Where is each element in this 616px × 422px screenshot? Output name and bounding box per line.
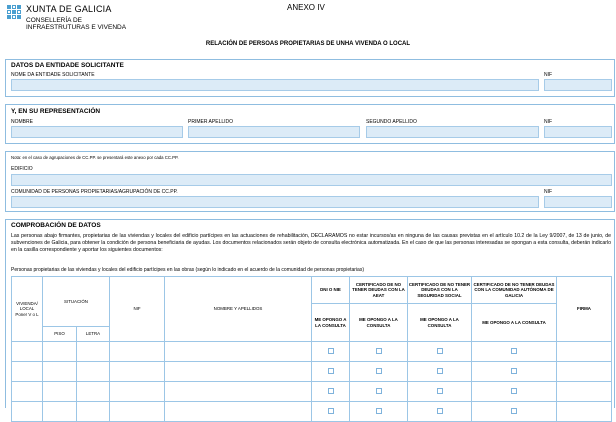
rep-first-surname-field[interactable] (188, 126, 360, 138)
owner-rows (12, 342, 612, 422)
cell-floor[interactable] (43, 382, 77, 402)
table-row (12, 342, 612, 362)
dept-line-2: INFRAESTRUTURAS E VIVENDA (26, 24, 127, 31)
checkbox-icon[interactable] (376, 388, 382, 394)
col-floor: PISO (43, 327, 77, 342)
cell-dwelling[interactable] (12, 382, 43, 402)
cell-dwelling[interactable] (12, 362, 43, 382)
entity-nif-label: NIF (544, 72, 553, 78)
building-label: EDIFICIO (11, 166, 33, 172)
checkbox-icon[interactable] (511, 368, 517, 374)
table-row (12, 382, 612, 402)
community-nif-field[interactable] (544, 196, 612, 208)
oppose-dni-label: ME OPONGO A LA CONSULTA (312, 304, 350, 342)
verification-section-title: COMPROBACIÓN DE DATOS (11, 222, 101, 229)
cell-dni (312, 402, 350, 422)
org-name: XUNTA DE GALICIA (26, 4, 112, 14)
cell-floor[interactable] (43, 402, 77, 422)
cell-signature[interactable] (557, 402, 612, 422)
table-row (12, 402, 612, 422)
dept-line-1: CONSELLERÍA DE (26, 17, 82, 24)
cell-name[interactable] (165, 402, 312, 422)
col-location: SITUACIÓN (43, 277, 110, 327)
checkbox-icon[interactable] (376, 348, 382, 354)
rep-nif-label: NIF (544, 119, 553, 125)
community-name-label: COMUNIDAD DE PERSONAS PROPIETARIAS/AGRUPACIÓN DE CC.PP. (11, 189, 178, 195)
xunta-logo-icon (7, 5, 21, 19)
cell-name[interactable] (165, 382, 312, 402)
oppose-ss-label: ME OPONGO A LA CONSULTA (408, 304, 472, 342)
cell-signature[interactable] (557, 362, 612, 382)
oppose-galicia-label: ME OPONGO A LA CONSULTA (472, 304, 557, 342)
entity-nif-field[interactable] (544, 79, 612, 91)
cell-ss (408, 362, 472, 382)
cell-aeat (350, 342, 408, 362)
community-note: Nota: en el caso de agrupaciones de CC.PP. se presentará este anexo por cada CC.PP. (11, 155, 179, 160)
cell-letter[interactable] (77, 342, 110, 362)
cell-galicia (472, 342, 557, 362)
checkbox-icon[interactable] (437, 368, 443, 374)
col-aeat: CERTIFICADO DE NO TENER DEUDAS CON LA AEAT (350, 277, 408, 304)
checkbox-icon[interactable] (437, 388, 443, 394)
table-row (12, 362, 612, 382)
representative-section (5, 104, 615, 144)
cell-letter[interactable] (77, 362, 110, 382)
cell-signature[interactable] (557, 342, 612, 362)
checkbox-icon[interactable] (328, 348, 334, 354)
rep-first-surname-label: PRIMER APELLIDO (188, 119, 234, 125)
checkbox-icon[interactable] (437, 348, 443, 354)
annex-label: ANEXO IV (287, 3, 325, 12)
cell-galicia (472, 402, 557, 422)
rep-second-surname-label: SEGUNDO APELLIDO (366, 119, 417, 125)
cell-dwelling[interactable] (12, 402, 43, 422)
col-nif: NIF (110, 277, 165, 342)
cell-ss (408, 402, 472, 422)
entity-section (5, 59, 615, 97)
cell-aeat (350, 382, 408, 402)
oppose-aeat-label: ME OPONGO A LA CONSULTA (350, 304, 408, 342)
col-dwelling-title: VIVIENDA/ LOCAL (16, 301, 38, 312)
cell-letter[interactable] (77, 382, 110, 402)
checkbox-icon[interactable] (328, 368, 334, 374)
entity-name-field[interactable] (11, 79, 539, 91)
col-dwelling (12, 277, 43, 342)
entity-name-label: NOME DA ENTIDADE SOLICITANTE (11, 72, 95, 78)
entity-section-title: DATOS DA ENTIDADE SOLICITANTE (11, 62, 124, 69)
checkbox-icon[interactable] (511, 388, 517, 394)
cell-aeat (350, 402, 408, 422)
col-social-security: CERTIFICADO DE NO TENER DEUDAS CON LA SEGURIDAD SOCIAL (408, 277, 472, 304)
col-dwelling-hint: Poner V o L (15, 311, 39, 317)
cell-galicia (472, 382, 557, 402)
representative-section-title: Y, EN SU REPRESENTACIÓN (11, 108, 101, 115)
cell-nif[interactable] (110, 362, 165, 382)
cell-floor[interactable] (43, 362, 77, 382)
col-signature: FIRMA (557, 277, 612, 342)
col-dni: DNI O NIE (312, 277, 350, 304)
rep-second-surname-field[interactable] (366, 126, 539, 138)
owners-table (11, 276, 612, 422)
col-letter: LETRA (77, 327, 110, 342)
cell-ss (408, 342, 472, 362)
cell-ss (408, 382, 472, 402)
cell-nif[interactable] (110, 402, 165, 422)
document-title: RELACIÓN DE PERSOAS PROPIETARIAS DE UNHA VIVENDA O LOCAL (205, 41, 411, 47)
community-nif-label: NIF (544, 189, 553, 195)
building-field[interactable] (11, 174, 612, 186)
checkbox-icon[interactable] (511, 348, 517, 354)
table-caption: Personas propietarias de las viviendas y locales del edificio partícipes en las obras (según lo indicado en el acuerdo de la comunidad de personas propietarias) (11, 267, 364, 273)
community-section (5, 151, 615, 212)
checkbox-icon[interactable] (376, 368, 382, 374)
cell-aeat (350, 362, 408, 382)
cell-signature[interactable] (557, 382, 612, 402)
col-galicia: CERTIFICADO DE NO TENER DEUDAS CON LA COMUNIDAD AUTÓNOMA DE GALICIA (472, 277, 557, 304)
cell-floor[interactable] (43, 342, 77, 362)
cell-dwelling[interactable] (12, 342, 43, 362)
cell-letter[interactable] (77, 402, 110, 422)
checkbox-icon[interactable] (328, 388, 334, 394)
cell-name[interactable] (165, 342, 312, 362)
rep-name-field[interactable] (11, 126, 183, 138)
cell-name[interactable] (165, 362, 312, 382)
rep-name-label: NOMBRE (11, 119, 33, 125)
community-name-field[interactable] (11, 196, 539, 208)
verification-section (5, 219, 615, 408)
cell-nif[interactable] (110, 382, 165, 402)
cell-galicia (472, 362, 557, 382)
cell-dni (312, 342, 350, 362)
cell-nif[interactable] (110, 342, 165, 362)
cell-dni (312, 362, 350, 382)
col-name: NOMBRE Y APELLIDOS (165, 277, 312, 342)
cell-dni (312, 382, 350, 402)
verification-paragraph: Las personas abajo firmantes, propietarias de las viviendas y locales del edificio partícipes en las actuaciones de rehabilitación, DECLARAMOS no estar incursos/as en ninguna de las causas previstas en el artículo 10.2 de la Ley 9/2007, de 13 de junio, de subvenciones de Galicia, para obtener la condición de persona beneficiaria de ayudas. Los documentos relacionados serán objeto de consulta electrónica automatizada. En el caso de que las personas interesadas se opongan a esta consulta, deberán indicarlo en la casilla correspondiente y aportar los siguientes documentos: (11, 233, 611, 253)
rep-nif-field[interactable] (544, 126, 612, 138)
